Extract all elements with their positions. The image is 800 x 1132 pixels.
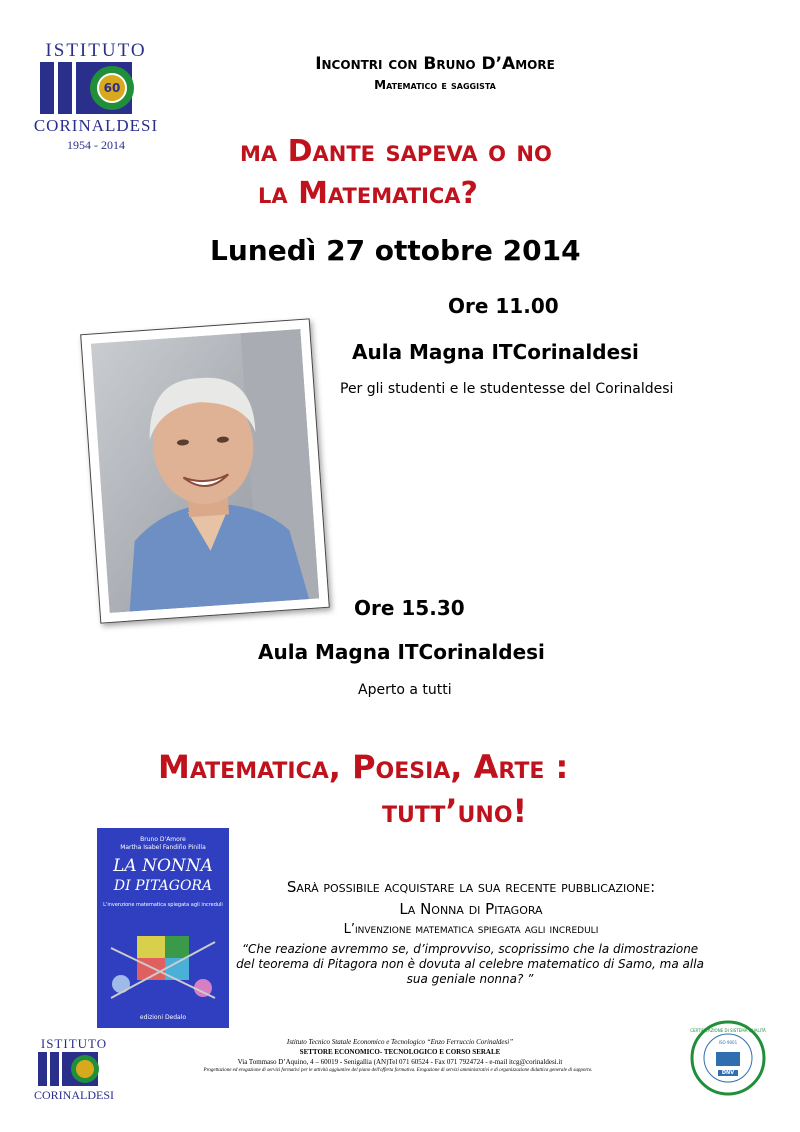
logo-name-line2: CORINALDESI [33,116,159,135]
book-cover [97,828,229,1028]
logo-name-line1: ISTITUTO [45,40,147,61]
quality-certification-badge [688,1018,768,1098]
school-logo [33,40,159,152]
footer-line4: Progettazione ed erogazione di servizi formativi per le attività aggiuntive del piano dell'offerta formativa. Erogazione di servizi amministrativi e di organizzazione didattica generale di supporto. [203,1068,593,1073]
speaker-photo [80,318,330,623]
cover-title-2: DI PITAGORA [113,878,213,894]
footer-line3: Via Tommaso D’Aquino, 4 – 60019 - Senigallia (AN)Tel 071 60524 - Fax 071 7924724 - e-mail itcg@corinaldesi.it [237,1058,563,1066]
cert-text: CERTIFICAZIONE DI SISTEMA QUALITÀ [690,1028,766,1033]
cover-authors-1: Bruno D'Amore [140,836,186,843]
book-title: La Nonna di Pitagora [399,900,543,918]
logo-mark [40,62,152,114]
cover-title-1: LA NONNA [113,856,213,876]
logo-badge: 60 [97,73,127,103]
session2-audience: Aperto a tutti [358,682,452,698]
cover-subtitle: L'invenzione matematica spiegata agli increduli [103,902,223,908]
footer-logo [32,1036,116,1104]
header-title: Incontri con Bruno D’Amore [315,54,555,74]
session1-time: Ore 11.00 [448,294,559,318]
session1-audience: Per gli studenti e le studentesse del Corinaldesi [340,381,674,397]
portrait-image [91,329,319,613]
session2-time: Ore 15.30 [354,596,465,620]
event-title-line1: ma Dante sapeva o no [240,134,552,169]
cover-authors-2: Martha Isabel Fandiño Pinilla [120,844,206,851]
header-subtitle: Matematico e saggista [374,78,496,92]
cert-iso: ISO 9001 [718,1040,738,1045]
footer-line2: SETTORE ECONOMICO- TECNOLOGICO E CORSO SERALE [299,1048,501,1056]
footer-logo-line1: ISTITUTO [40,1036,108,1051]
footer-line1: Istituto Tecnico Statale Economico e Tecnologico “Enzo Ferruccio Corinaldesi” [286,1038,514,1046]
book-subtitle: L’invenzione matematica spiegata agli increduli [343,922,599,937]
tagline-line2: tutt’uno! [382,792,528,830]
cover-publisher: edizioni Dedalo [139,1014,187,1021]
footer-logo-mark [38,1052,110,1086]
book-quote: “Che reazione avremmo se, d’improvviso, scoprissimo che la dimostrazione del teorema di Pitagora non è dovuta al celebre matematico di Samo, ma alla sua geniale nonna? ” [236,942,704,986]
session1-place: Aula Magna ITCorinaldesi [352,340,639,364]
cover-illustration [107,918,219,1008]
book-purchase-line: Sarà possibile acquistare la sua recente pubblicazione: [286,878,656,896]
event-title-line2: la Matematica? [258,176,478,211]
session2-place: Aula Magna ITCorinaldesi [258,640,545,664]
logo-years: 1954 - 2014 [67,138,125,152]
tagline-line1: Matematica, Poesia, Arte : [158,748,569,786]
event-date: Lunedì 27 ottobre 2014 [210,234,581,267]
footer-logo-line2: CORINALDESI [34,1088,114,1102]
cert-brand: DNV [721,1070,735,1076]
